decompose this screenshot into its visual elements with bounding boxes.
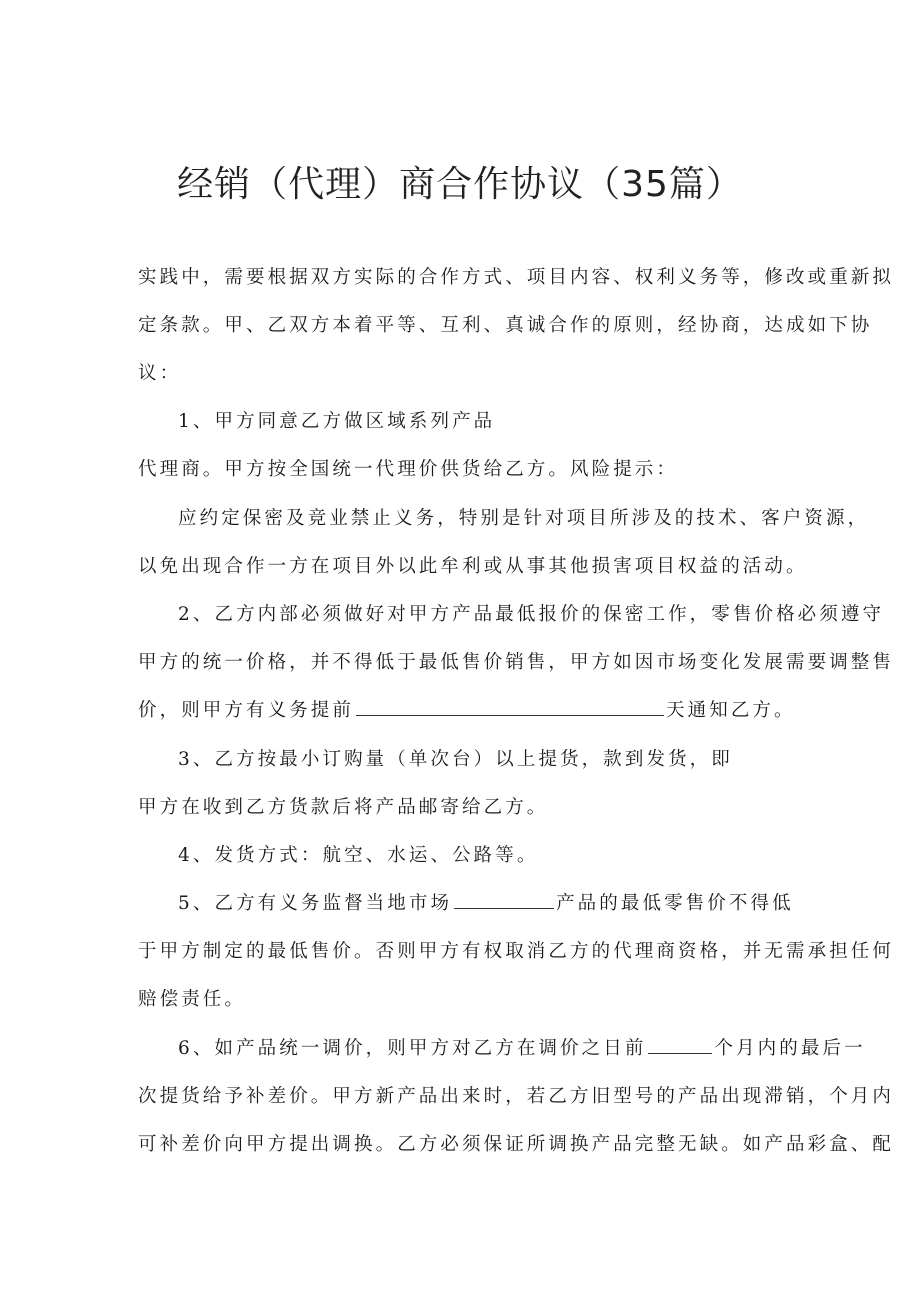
- clause-6-text-after-blank: 个月内的最后一: [714, 1038, 866, 1059]
- clause-5-text-before-blank: 5、乙方有义务监督当地市场: [178, 893, 453, 914]
- notice-days-blank: [356, 699, 664, 716]
- clause-5-line-2: 于甲方制定的最低售价。否则甲方有权取消乙方的代理商资格，并无需承担任何: [138, 941, 895, 962]
- clause-3-line-1: 3、乙方按最小订购量（单次台）以上提货，款到发货，即: [178, 749, 733, 770]
- clause-6-line-3: 可补差价向甲方提出调换。乙方必须保证所调换产品完整无缺。如产品彩盒、配: [138, 1134, 895, 1155]
- clause-2-text-after-blank: 天通知乙方。: [666, 700, 796, 721]
- intro-line-3: 议：: [138, 363, 182, 384]
- clause-2-text-before-blank: 价，则甲方有义务提前: [138, 700, 355, 721]
- clause-6-line-1: [178, 1037, 866, 1061]
- clause-1-line-1: 1、甲方同意乙方做区域系列产品: [178, 411, 496, 432]
- clause-6-line-2: 次提货给予补差价。甲方新产品出来时，若乙方旧型号的产品出现滞销，个月内: [138, 1086, 895, 1107]
- clause-1-line-2: 代理商。甲方按全国统一代理价供货给乙方。风险提示：: [138, 459, 679, 480]
- clause-2-line-3: [138, 699, 796, 723]
- clause-6-text-before-blank: 6、如产品统一调价，则甲方对乙方在调价之日前: [178, 1038, 647, 1059]
- clause-2-line-1: 2、乙方内部必须做好对甲方产品最低报价的保密工作，零售价格必须遵守: [178, 604, 885, 625]
- clause-3-line-2: 甲方在收到乙方货款后将产品邮寄给乙方。: [138, 797, 549, 818]
- clause-5-line-3: 赔偿责任。: [138, 989, 247, 1010]
- document-title: 经销（代理）商合作协议（35篇）: [177, 164, 743, 205]
- clause-5-line-1: [178, 892, 794, 916]
- market-blank: [454, 892, 554, 909]
- risk-note-line-1: 应约定保密及竞业禁止义务，特别是针对项目所涉及的技术、客户资源，: [178, 508, 870, 529]
- intro-line-1: 实践中，需要根据双方实际的合作方式、项目内容、权利义务等，修改或重新拟: [138, 267, 895, 288]
- clause-2-line-2: 甲方的统一价格，并不得低于最低售价销售，甲方如因市场变化发展需要调整售: [138, 652, 895, 673]
- clause-4: 4、发货方式：航空、水运、公路等。: [178, 845, 539, 866]
- months-blank: [648, 1037, 712, 1054]
- risk-note-line-2: 以免出现合作一方在项目外以此牟利或从事其他损害项目权益的活动。: [138, 556, 808, 577]
- clause-5-text-after-blank: 产品的最低零售价不得低: [556, 893, 794, 914]
- intro-line-2: 定条款。甲、乙双方本着平等、互利、真诚合作的原则，经协商，达成如下协: [138, 315, 873, 336]
